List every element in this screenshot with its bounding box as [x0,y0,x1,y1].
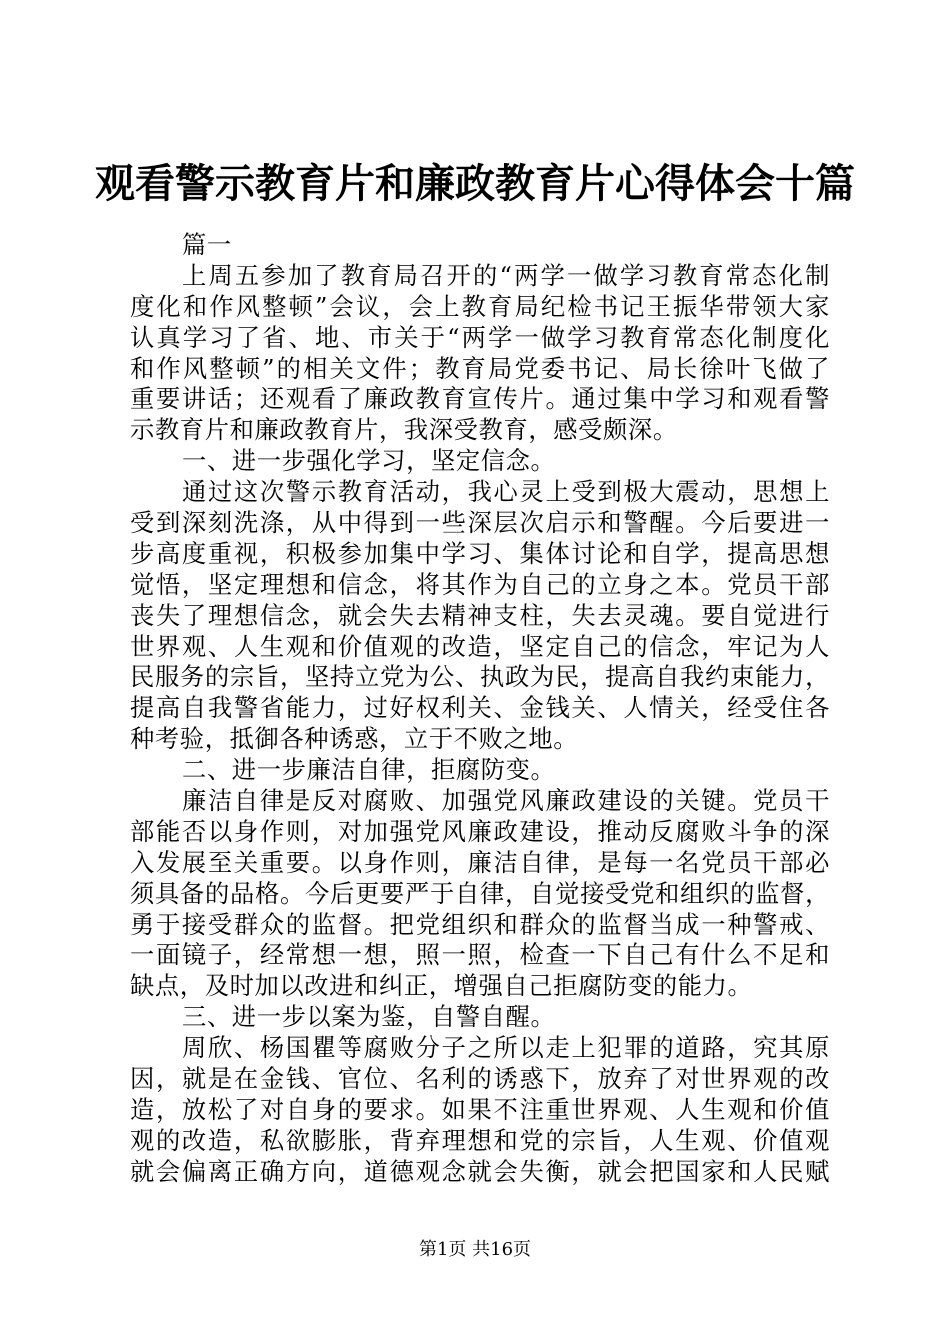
text-line: 部能否以身作则，对加强党风廉政建设，推动反腐败斗争的深 [130,816,830,846]
text-line: 示教育片和廉政教育片，我深受教育，感受颇深。 [130,415,678,445]
document-title: 观看警示教育片和廉政教育片心得体会十篇 [95,160,855,207]
text-line: 一面镜子，经常想一想，照一照，检查一下自己有什么不足和 [130,940,830,970]
page-footer: 第1页 共16页 [418,1239,532,1260]
text-line: 受到深刻洗涤，从中得到一些深层次启示和警醒。今后要进一 [130,508,830,538]
text-line: 提高自我警省能力，过好权利关、金钱关、人情关，经受住各 [130,693,830,723]
text-line: 觉悟，坚定理想和信念，将其作为自己的立身之本。党员干部 [130,569,830,599]
text-line: 造，放松了对自身的要求。如果不注重世界观、人生观和价值 [130,1094,830,1124]
text-line: 须具备的品格。今后更要严于自律，自觉接受党和组织的监督， [130,878,830,908]
text-line: 篇一 [182,230,232,259]
text-line: 丧失了理想信念，就会失去精神支柱，失去灵魂。要自觉进行 [130,600,830,630]
text-line: 周欣、杨国瞿等腐败分子之所以走上犯罪的道路，究其原 [182,1033,830,1063]
text-line: 入发展至关重要。以身作则，廉洁自律，是每一名党员干部必 [130,847,830,877]
text-line: 一、进一步强化学习，坚定信念。 [182,446,556,476]
text-line: 重要讲话；还观看了廉政教育宣传片。通过集中学习和观看警 [130,384,830,414]
text-line: 民服务的宗旨，坚持立党为公、执政为民，提高自我约束能力， [130,662,830,692]
text-line: 种考验，抵御各种诱惑，立于不败之地。 [130,724,579,754]
text-line: 就会偏离正确方向，道德观念就会失衡，就会把国家和人民赋 [130,1156,830,1186]
text-line: 缺点，及时加以改进和纠正，增强自己拒腐防变的能力。 [130,971,753,1001]
text-line: 世界观、人生观和价值观的改造，坚定自己的信念，牢记为人 [130,631,830,661]
text-line: 认真学习了省、地、市关于“两学一做学习教育常态化制度化 [130,322,830,352]
text-line: 步高度重视，积极参加集中学习、集体讨论和自学，提高思想 [130,538,830,568]
text-line: 二、进一步廉洁自律，拒腐防变。 [182,755,556,785]
text-line: 观的改造，私欲膨胀，背弃理想和党的宗旨，人生观、价值观 [130,1125,830,1155]
text-line: 上周五参加了教育局召开的“两学一做学习教育常态化制 [182,260,830,290]
text-line: 廉洁自律是反对腐败、加强党风廉政建设的关键。党员干 [182,786,830,816]
text-line: 三、进一步以案为鉴，自警自醒。 [182,1002,556,1032]
text-line: 因，就是在金钱、官位、名利的诱惑下，放弃了对世界观的改 [130,1064,830,1094]
text-line: 通过这次警示教育活动，我心灵上受到极大震动，思想上 [182,477,830,507]
text-line: 勇于接受群众的监督。把党组织和群众的监督当成一种警戒、 [130,909,830,939]
document-body [130,230,830,1188]
text-line: 度化和作风整顿”会议，会上教育局纪检书记王振华带领大家 [130,291,830,321]
text-line: 和作风整顿”的相关文件；教育局党委书记、局长徐叶飞做了 [130,353,830,383]
